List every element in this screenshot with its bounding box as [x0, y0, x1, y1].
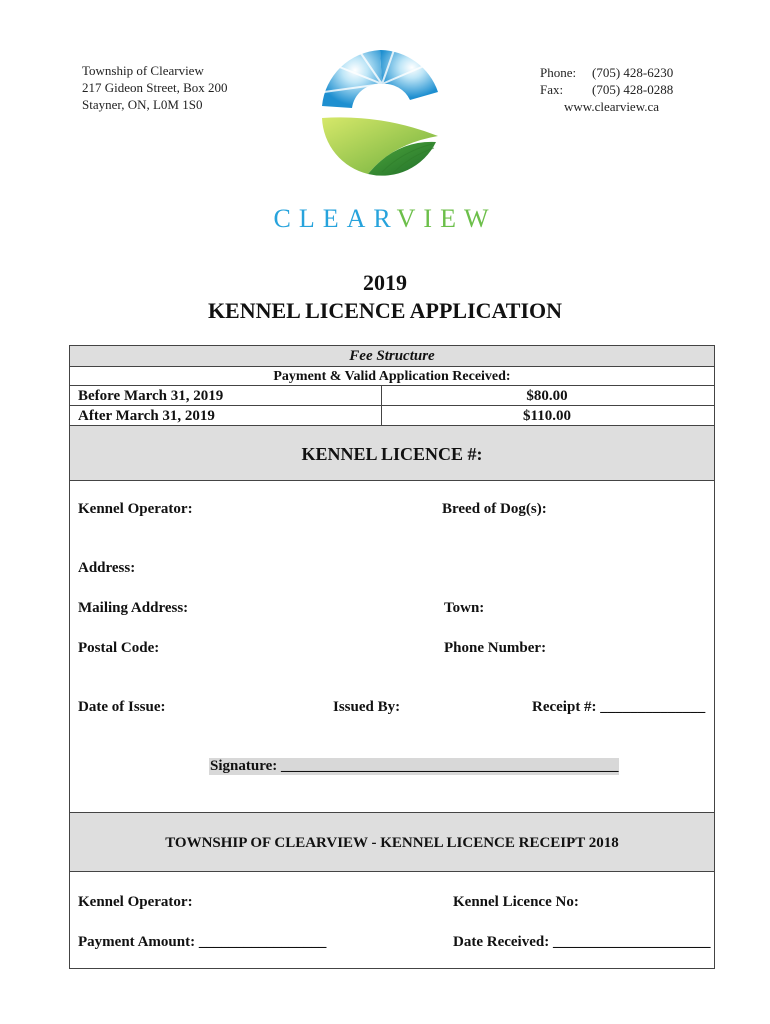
town-field[interactable]: Town:	[444, 600, 485, 616]
application-form	[69, 345, 715, 969]
fax-number: (705) 428-0288	[592, 82, 674, 97]
fee-value: $110.00	[523, 408, 571, 424]
clearview-logo	[312, 44, 448, 180]
phone-number-field[interactable]: Phone Number:	[444, 640, 547, 656]
address-line-2: 217 Gideon Street, Box 200	[82, 80, 228, 95]
wordmark-view: VIEW	[396, 204, 497, 233]
fee-row	[70, 406, 714, 426]
fax-label: Fax:	[540, 82, 564, 97]
receipt-number-field[interactable]: Receipt #: ______________	[532, 699, 706, 715]
fee-label: Before March 31, 2019	[78, 388, 224, 404]
postal-code-field[interactable]: Postal Code:	[78, 640, 160, 656]
fee-structure-heading: Fee Structure	[70, 346, 714, 367]
sun-rays	[322, 50, 438, 108]
address-line-3: Stayner, ON, L0M 1S0	[82, 97, 203, 112]
date-received-field[interactable]: Date Received: _____________________	[453, 934, 711, 950]
contact-info	[540, 64, 673, 115]
form-title: KENNEL LICENCE APPLICATION	[207, 298, 563, 323]
fee-divider	[381, 386, 382, 426]
receipt-operator-field[interactable]: Kennel Operator:	[78, 894, 193, 910]
fee-label: After March 31, 2019	[78, 408, 215, 424]
licence-number-heading: KENNEL LICENCE #:	[70, 426, 714, 481]
breed-field[interactable]: Breed of Dog(s):	[442, 501, 547, 517]
address-field[interactable]: Address:	[78, 560, 136, 576]
website-link[interactable]: www.clearview.ca	[564, 99, 660, 114]
receipt-heading: TOWNSHIP OF CLEARVIEW - KENNEL LICENCE RECEIPT 2018	[70, 812, 714, 872]
signature-field[interactable]: Signature: _____________________________________________	[210, 758, 619, 774]
phone-number: (705) 428-6230	[592, 65, 674, 80]
kennel-operator-field[interactable]: Kennel Operator:	[78, 501, 193, 517]
phone-label: Phone:	[540, 65, 577, 80]
form-year: 2019	[363, 270, 407, 295]
mailing-address-field[interactable]: Mailing Address:	[78, 600, 189, 616]
wordmark-clear: CLEAR	[273, 204, 397, 233]
receipt-licence-no-field[interactable]: Kennel Licence No:	[453, 894, 579, 910]
clearview-wordmark	[240, 204, 530, 234]
fee-row	[70, 386, 714, 406]
green-fields	[322, 117, 438, 175]
issued-by-field[interactable]: Issued By:	[333, 699, 401, 715]
township-address	[82, 62, 228, 113]
payment-amount-field[interactable]: Payment Amount: _________________	[78, 934, 327, 950]
date-of-issue-field[interactable]: Date of Issue:	[78, 699, 166, 715]
fee-value: $80.00	[526, 388, 568, 404]
fee-structure-subheading: Payment & Valid Application Received:	[70, 367, 714, 386]
address-line-1: Township of Clearview	[82, 63, 204, 78]
